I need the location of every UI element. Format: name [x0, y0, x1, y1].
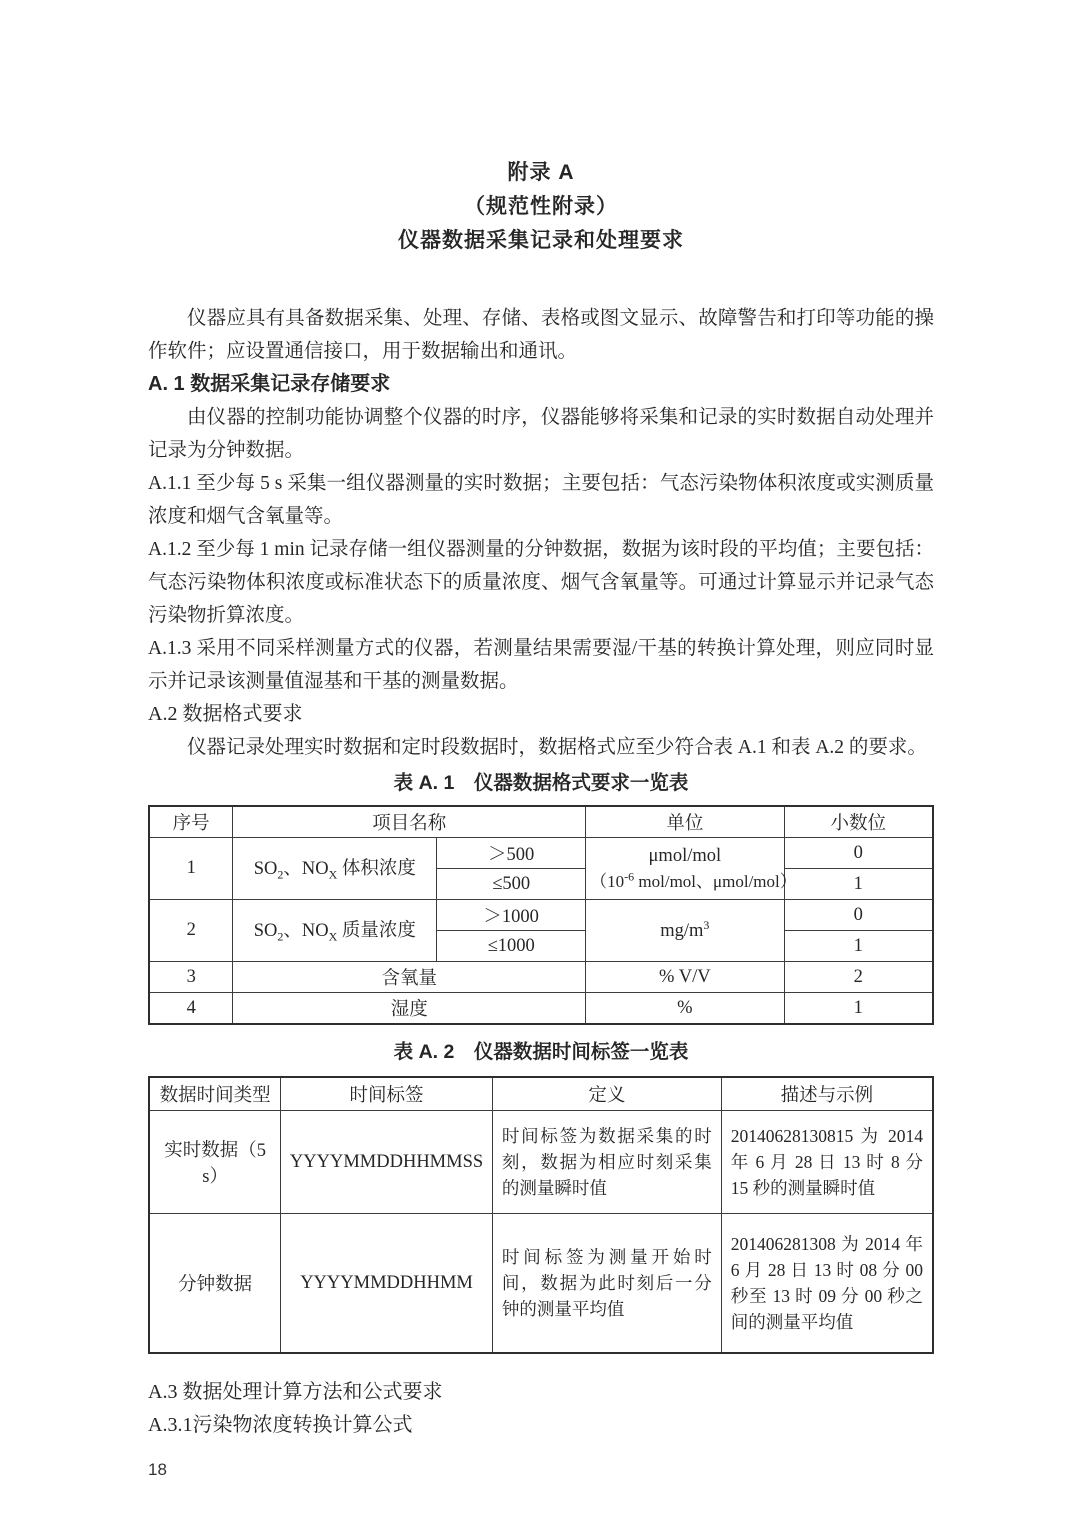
row2-unit-part: mg/m [660, 921, 704, 942]
table-a2-header-tag: 时间标签 [281, 1077, 493, 1111]
appendix-type: （规范性附录） [464, 195, 618, 218]
table-a2-caption: 表 A. 2 仪器数据时间标签一览表 [393, 1041, 689, 1063]
row1-name-part: 、NO [283, 859, 329, 880]
row1-name-part: SO [253, 859, 278, 880]
table-a1-caption: 表 A. 1 仪器数据格式要求一览表 [393, 772, 689, 794]
minute-type: 分钟数据 [149, 1214, 281, 1354]
row2-unit-sup: 3 [703, 918, 710, 933]
table-a1-header-decimals: 小数位 [784, 806, 933, 838]
table-a1-row2-range-low: ≤1000 [437, 931, 586, 962]
table-a1-row1-range-high: ＞500 [437, 838, 586, 869]
realtime-type: 实时数据（5 s） [149, 1111, 281, 1214]
table-a1-row1-unit [586, 838, 797, 900]
table-a2-header-example: 描述与示例 [721, 1077, 933, 1111]
table-a1-row4-no: 4 [149, 993, 233, 1025]
page-number: 18 [148, 1460, 167, 1479]
table-a1-row3-dec: 2 [784, 962, 933, 993]
row1-unit-sup: -6 [624, 868, 635, 883]
table-a1-row2-no: 2 [149, 900, 233, 962]
section-a1-3-paragraph: A.1.3 采用不同采样测量方式的仪器，若测量结果需要湿/干基的转换计算处理，则应同时显示并记录该测量值湿基和干基的测量数据。 [148, 638, 934, 692]
table-a1-header-row [149, 806, 933, 838]
row1-name-part: 体积浓度 [337, 859, 416, 880]
appendix-label: 附录 A [507, 161, 575, 184]
table-a1-row1a [149, 838, 933, 869]
table-a1-row1-dec-high: 0 [784, 838, 933, 869]
table-a1-row2-name [233, 900, 437, 962]
minute-definition: 时间标签为测量开始时间，数据为此时刻后一分钟的测量平均值 [492, 1214, 721, 1354]
section-a2-heading: A.2 数据格式要求 [148, 703, 303, 725]
row1-name-sub: 2 [277, 867, 284, 882]
row1-unit-part: mol/mol、μmol/mol） [634, 871, 797, 891]
minute-example: 201406281308 为 2014 年 6 月 28 日 13 时 08 分 00 秒至 13 时 09 分 00 秒之间的测量平均值 [721, 1214, 933, 1354]
row2-name-sub: X [328, 929, 338, 944]
table-a1-row3-no: 3 [149, 962, 233, 993]
table-a1-row2a [149, 900, 933, 931]
table-a1-header-name: 项目名称 [233, 806, 586, 838]
row2-name-part: 质量浓度 [337, 921, 416, 942]
bottom-headings-block [148, 1376, 934, 1442]
realtime-example: 20140628130815 为 2014 年 6 月 28 日 13 时 8 分 15 秒的测量瞬时值 [721, 1111, 933, 1214]
table-a2-header-type: 数据时间类型 [149, 1077, 281, 1111]
table-a1-header-unit: 单位 [586, 806, 784, 838]
section-a1-heading: A. 1 数据采集记录存储要求 [148, 373, 391, 395]
table-a1-row2-dec-low: 1 [784, 931, 933, 962]
row1-name-sub: X [328, 867, 338, 882]
minute-tag: YYYYMMDDHHMM [281, 1214, 493, 1354]
table-a1-row2-range-high: ＞1000 [437, 900, 586, 931]
section-a3-heading: A.3 数据处理计算方法和公式要求 [148, 1381, 443, 1403]
section-a1-2-paragraph: A.1.2 至少每 1 min 记录存储一组仪器测量的分钟数据，数据为该时段的平均值；主要包括：气态污染物体积浓度或标准状态下的质量浓度、烟气含氧量等。可通过计算显示并记录气态污染物折算浓度。 [148, 539, 934, 626]
table-a2 [148, 1076, 934, 1354]
table-a1-row4 [149, 993, 933, 1025]
table-a1-row4-unit: % [586, 993, 784, 1025]
table-a1-row4-name: 湿度 [233, 993, 586, 1025]
row2-name-sub: 2 [277, 929, 284, 944]
appendix-subject: 仪器数据采集记录和处理要求 [398, 229, 684, 252]
table-a2-row-realtime [149, 1111, 933, 1214]
table-a1-row4-dec: 1 [784, 993, 933, 1025]
row2-name-part: 、NO [283, 921, 329, 942]
table-a1-row1-name [233, 838, 437, 900]
table-a1-row2-dec-high: 0 [784, 900, 933, 931]
row1-unit-line2 [590, 867, 797, 892]
section-a1-paragraph: 由仪器的控制功能协调整个仪器的时序，仪器能够将采集和记录的实时数据自动处理并记录为分钟数据。 [148, 407, 934, 461]
table-a1-header-no: 序号 [149, 806, 233, 838]
table-a1-row1-no: 1 [149, 838, 233, 900]
table-a1-row1-dec-low: 1 [784, 869, 933, 900]
intro-paragraph: 仪器应具有具备数据采集、处理、存储、表格或图文显示、故障警告和打印等功能的操作软件；应设置通信接口，用于数据输出和通讯。 [148, 308, 934, 362]
body-text-block [148, 302, 934, 764]
table-a2-header-row [149, 1077, 933, 1111]
row1-unit-part: （10 [590, 871, 625, 891]
table-a1-row3-unit: % V/V [586, 962, 784, 993]
section-a1-1-paragraph: A.1.1 至少每 5 s 采集一组仪器测量的实时数据；主要包括：气态污染物体积浓度或实测质量浓度和烟气含氧量等。 [148, 473, 934, 527]
table-a1-row1-range-low: ≤500 [437, 869, 586, 900]
row1-unit-line1: μmol/mol [648, 845, 722, 866]
section-a3-1-heading: A.3.1污染物浓度转换计算公式 [148, 1414, 413, 1436]
table-a1-row3 [149, 962, 933, 993]
document-page [148, 0, 934, 1480]
table-a1-row3-name: 含氧量 [233, 962, 586, 993]
realtime-definition: 时间标签为数据采集的时刻，数据为相应时刻采集的测量瞬时值 [492, 1111, 721, 1214]
row2-name-part: SO [253, 921, 278, 942]
table-a2-row-minute [149, 1214, 933, 1354]
table-a1-row2-unit [586, 900, 784, 962]
table-a1 [148, 805, 934, 1025]
realtime-tag: YYYYMMDDHHMMSS [281, 1111, 493, 1214]
table-a2-header-definition: 定义 [492, 1077, 721, 1111]
section-a2-paragraph: 仪器记录处理实时数据和定时段数据时，数据格式应至少符合表 A.1 和表 A.2 的要求。 [187, 737, 927, 758]
appendix-title-block [148, 0, 934, 258]
